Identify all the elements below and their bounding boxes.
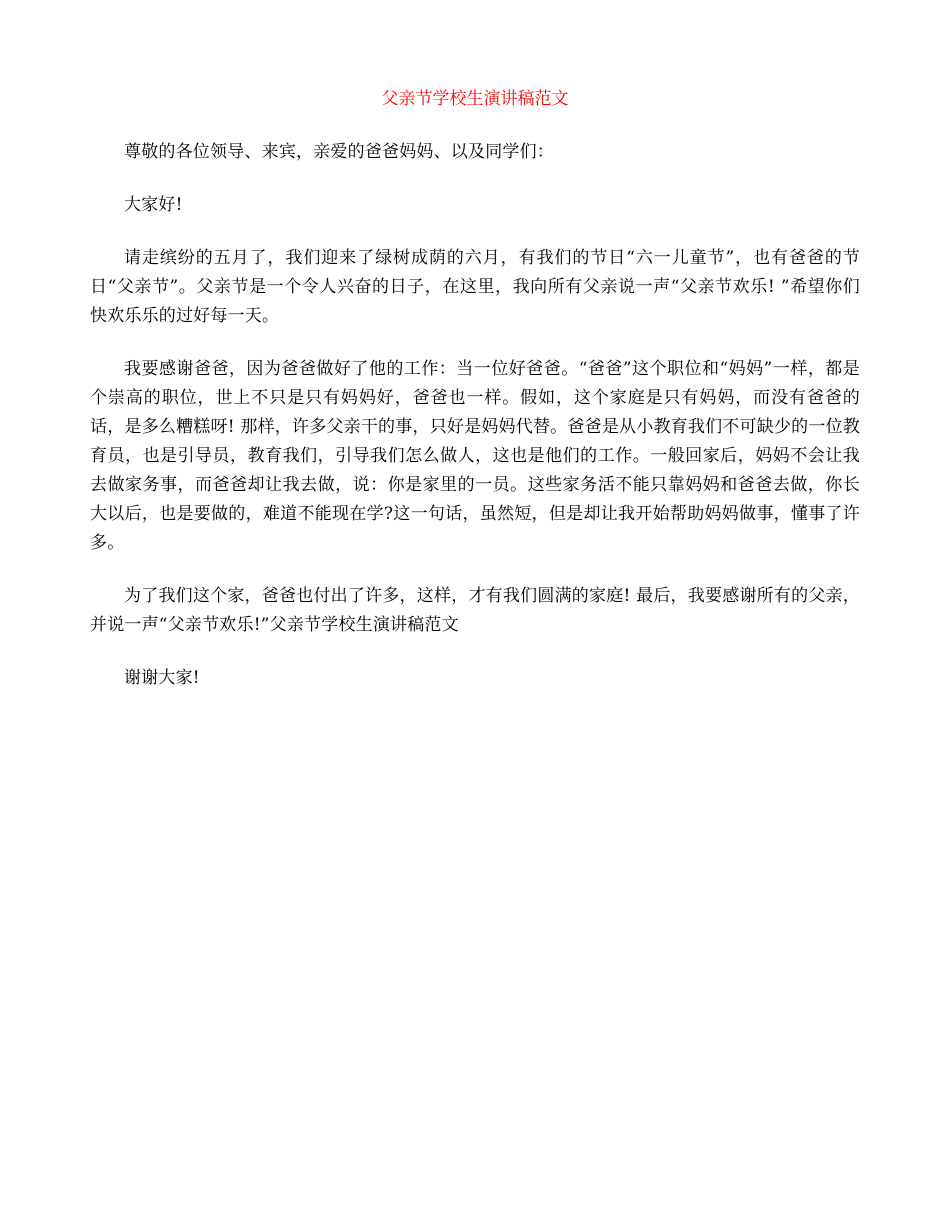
document-page — [90, 86, 860, 717]
paragraph-thanks-all: 谢谢大家! — [124, 668, 200, 688]
paragraph-closing: 为了我们这个家，爸爸也付出了许多，这样，才有我们圆满的家庭! 最后，我要感谢所有的父亲，并说一声“父亲节欢乐!”父亲节学校生演讲稿范文 — [90, 586, 860, 635]
paragraph-greeting-audience: 尊敬的各位领导、来宾，亲爱的爸爸妈妈、以及同学们： — [124, 142, 554, 162]
document-title: 父亲节学校生演讲稿范文 — [381, 89, 569, 109]
paragraph-fathers-day-intro: 请走缤纷的五月了，我们迎来了绿树成荫的六月，有我们的节日“六一儿童节”，也有爸爸的节日“父亲节”。父亲节是一个令人兴奋的日子，在这里，我向所有父亲说一声“父亲节欢乐! ”希望你们快欢乐乐的过好每一天。 — [90, 248, 860, 326]
paragraph-hello: 大家好! — [124, 195, 183, 215]
paragraph-thank-dad: 我要感谢爸爸，因为爸爸做好了他的工作：当一位好爸爸。“爸爸”这个职位和“妈妈”一样，都是个崇高的职位，世上不只是只有妈妈好，爸爸也一样。假如，这个家庭是只有妈妈，而没有爸爸的话，是多么糟糕呀! 那样，许多父亲干的事，只好是妈妈代替。爸爸是从小教育我们不可缺少的一位教育员，也是引导员，教育我们，引导我们怎么做人，这也是他们的工作。一般回家后，妈妈不会让我去做家务事，而爸爸却让我去做，说：你是家里的一员。这些家务活不能只靠妈妈和爸爸去做，你长大以后，也是要做的，难道不能现在学?这一句话，虽然短，但是却让我开始帮助妈妈做事，懂事了许多。 — [90, 359, 860, 553]
